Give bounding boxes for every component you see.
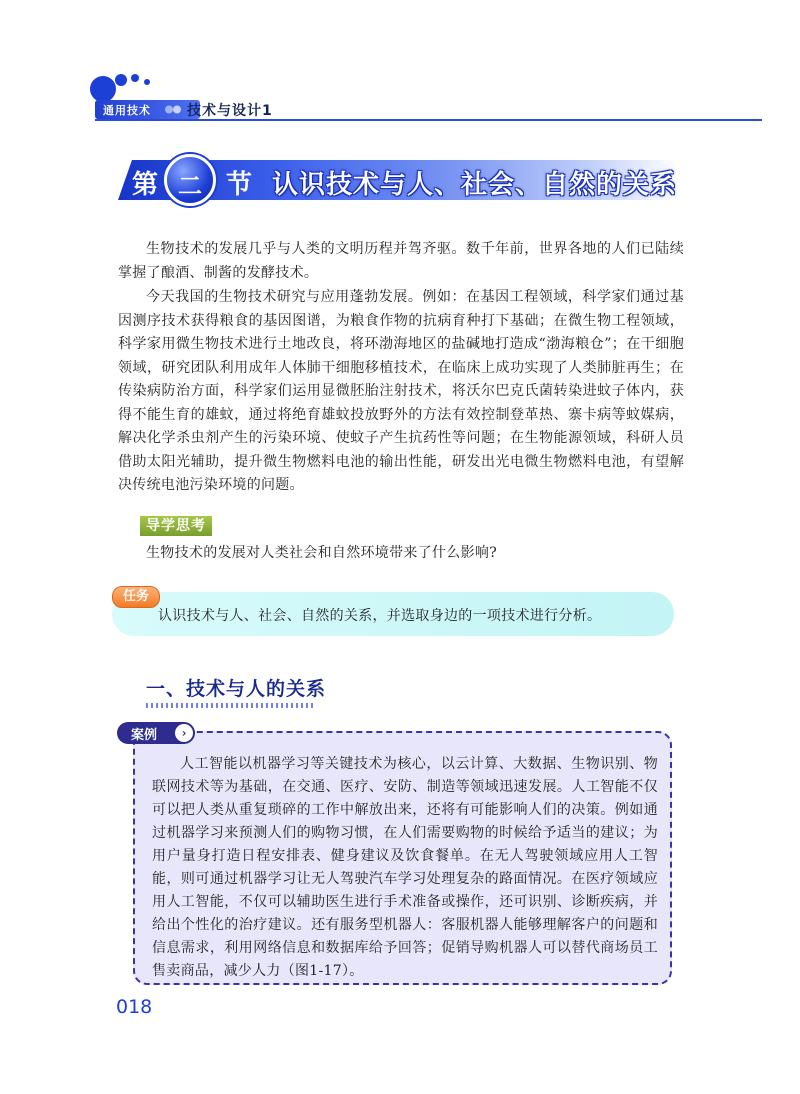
guide-label: 导学思考 xyxy=(140,516,212,536)
section-number: 二 xyxy=(178,172,202,200)
subsection-title: 一、技术与人的关系 xyxy=(146,678,327,700)
paragraph-2: 今天我国的生物技术研究与应用蓬勃发展。例如：在基因工程领域，科学家们通过基因测序技术获得粮食的基因图谱，为粮食作物的抗病育种打下基础；在微生物工程领域，科学家用微生物技术进行土地改良，将环渤海地区的盐碱地打造成“渤海粮仓”；在干细胞领域，研究团队利用成年人体肺干细胞移植技术，在临床上成功实现了人类肺脏再生；在传染病防治方面，科学家们运用显微胚胎注射技术，将沃尔巴克氏菌转染进蚊子体内，获得不能生育的雄蚊，通过将绝育雄蚊投放野外的方法有效控制登革热、寨卡病等蚊媒病，解决化学杀虫剂产生的污染环境、使蚊子产生抗药性等问题；在生物能源领域，科研人员借助太阳光辅助，提升微生物燃料电池的输出性能，研发出光电微生物燃料电池，有望解决传统电池污染环境的问题。 xyxy=(118,289,684,493)
case-text: 人工智能以机器学习等关键技术为核心，以云计算、大数据、生物识别、物联网技术等为基础，在交通、医疗、安防、制造等领域迅速发展。人工智能不仅可以把人类从重复琐碎的工作中解放出来，还将有可能影响人们的决策。例如通过机器学习来预测人们的购物习惯，在人们需要购物的时候给予适当的建议；为用户量身打造日程安排表、健身建议及饮食餐单。在无人驾驶领域应用人工智能，则可通过机器学习让无人驾驶汽车学习处理复杂的路面情况。在医疗领域应用人工智能，不仅可以辅助医生进行手术准备或操作，还可识别、诊断疾病，并给出个性化的治疗建议。还有服务型机器人：客服机器人能够理解客户的问题和信息需求，利用网络信息和数据库给予回答；促销导购机器人可以替代商场员工售卖商品，减少人力（图1-17）。 xyxy=(152,756,658,979)
task-label: 任务 xyxy=(122,589,149,604)
chevron-right-icon: › xyxy=(175,724,193,742)
paragraph-1: 生物技术的发展几乎与人类的文明历程并驾齐驱。数千年前，世界各地的人们已陆续掌握了酿酒、制酱的发酵技术。 xyxy=(118,241,684,281)
book-title: 技术与设计1 xyxy=(187,103,273,119)
subsection-underline xyxy=(146,703,314,708)
page-number: 018 xyxy=(116,996,153,1018)
guide-question: 生物技术的发展对人类社会和自然环境带来了什么影响? xyxy=(146,545,498,561)
task-badge xyxy=(112,586,160,608)
header-rule xyxy=(95,119,762,121)
section-suffix: 节 xyxy=(226,170,253,200)
series-label: 通用技术 xyxy=(103,104,151,117)
series-tab xyxy=(95,100,200,119)
task-text: 认识技术与人、社会、自然的关系，并选取身边的一项技术进行分析。 xyxy=(158,608,602,624)
section-heading xyxy=(110,154,690,206)
series-tab-ornament-icon xyxy=(165,105,187,114)
case-label: 案例 xyxy=(131,728,158,743)
case-badge xyxy=(117,722,195,744)
section-number-circle xyxy=(164,154,216,206)
section-title: 认识技术与人、社会、自然的关系 xyxy=(272,170,678,200)
section-prefix: 第 xyxy=(132,170,159,200)
